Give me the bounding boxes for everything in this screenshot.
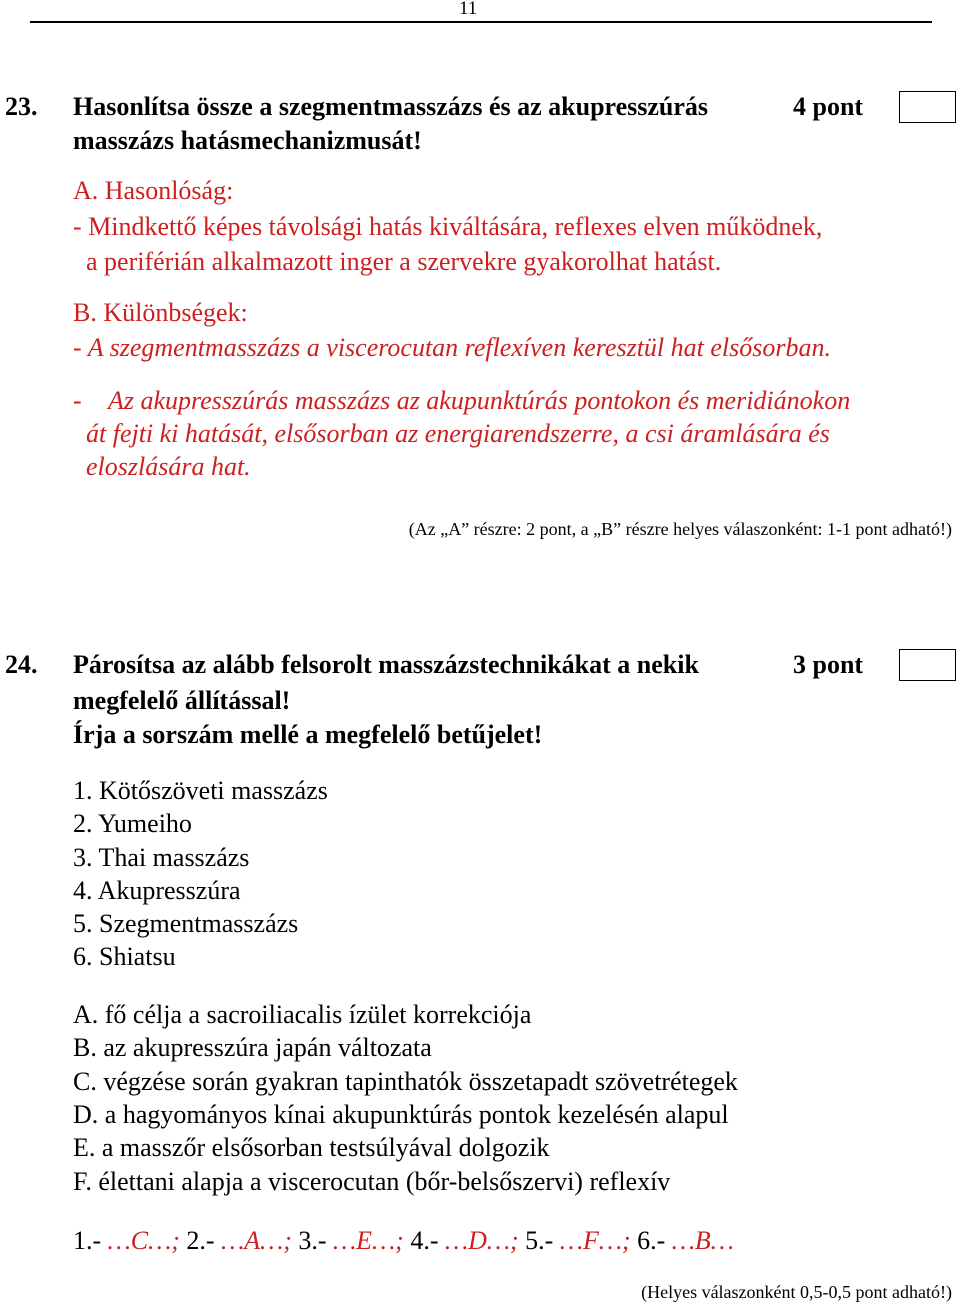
- question-24-title-line2: megfelelő állítással!: [73, 686, 291, 715]
- technique-item: 1. Kötőszöveti masszázs: [73, 776, 328, 805]
- statement-item: E. a masszőr elsősorban testsúlyával dolgozik: [73, 1133, 550, 1162]
- question-24-title-line3: Írja a sorszám mellé a megfelelő betűjelet!: [73, 720, 543, 749]
- statement-item: D. a hagyományos kínai akupunktúrás pontok kezelésén alapul: [73, 1100, 729, 1129]
- technique-item: 6. Shiatsu: [73, 942, 176, 971]
- question-24-score-box[interactable]: [899, 649, 956, 681]
- statement-item: A. fő célja a sacroiliacalis ízület korrekciója: [73, 1000, 532, 1029]
- answer-2-label: 2.-: [186, 1226, 215, 1255]
- statement-item: B. az akupresszúra japán változata: [73, 1033, 432, 1062]
- question-23-points: 4 pont: [793, 92, 864, 121]
- answer-3-label: 3.-: [298, 1226, 327, 1255]
- answer-a-line1: - Mindkettő képes távolsági hatás kiváltására, reflexes elven működnek,: [73, 212, 823, 241]
- answer-5-fill[interactable]: …F…;: [559, 1226, 631, 1255]
- question-23-number: 23.: [5, 92, 38, 121]
- question-24-title-line1: Párosítsa az alább felsorolt masszázstechnikákat a nekik: [73, 650, 699, 679]
- question-23-title-line1: Hasonlítsa össze a szegmentmasszázs és az akupresszúrás: [73, 92, 709, 121]
- page-number: 11: [459, 0, 478, 19]
- answer-4-label: 4.-: [410, 1226, 439, 1255]
- question-24-scoring-note: (Helyes válaszonként 0,5-0,5 pont adható!): [641, 1282, 952, 1302]
- question-24-points: 3 pont: [793, 650, 864, 679]
- question-23-scoring-note: (Az „A” részre: 2 pont, a „B” részre helyes válaszonként: 1-1 pont adható!): [408, 519, 952, 539]
- answer-a-line2: a periférián alkalmazott inger a szervekre gyakorolhat hatást.: [86, 247, 722, 276]
- answer-6-fill[interactable]: …B…: [671, 1226, 734, 1255]
- answer-a-heading: A. Hasonlóság:: [73, 176, 234, 205]
- answer-row: [73, 1226, 734, 1256]
- answer-b-line4: eloszlására hat.: [86, 452, 251, 481]
- answer-5-label: 5.-: [525, 1226, 554, 1255]
- question-23-title-line2: masszázs hatásmechanizmusát!: [73, 126, 422, 155]
- answer-6-label: 6.-: [637, 1226, 666, 1255]
- answer-3-fill[interactable]: …E…;: [333, 1226, 404, 1255]
- statement-item: F. élettani alapja a viscerocutan (bőr-belsőszervi) reflexív: [73, 1167, 671, 1196]
- answer-2-fill[interactable]: …A…;: [221, 1226, 292, 1255]
- answer-b-line1: - A szegmentmasszázs a viscerocutan reflexíven keresztül hat elsősorban.: [73, 333, 831, 362]
- answer-1-fill[interactable]: …C…;: [107, 1226, 180, 1255]
- question-23-score-box[interactable]: [899, 91, 956, 123]
- answer-4-fill[interactable]: …D…;: [445, 1226, 519, 1255]
- answer-b-dash: -: [73, 386, 82, 415]
- answer-1-label: 1.-: [73, 1226, 102, 1255]
- question-24-number: 24.: [5, 650, 38, 679]
- technique-item: 4. Akupresszúra: [73, 876, 241, 905]
- answer-b-line3: át fejti ki hatását, elsősorban az energiarendszerre, a csi áramlására és: [86, 419, 830, 448]
- technique-item: 3. Thai masszázs: [73, 843, 250, 872]
- header-divider: [30, 21, 932, 23]
- statement-item: C. végzése során gyakran tapinthatók összetapadt szövetrétegek: [73, 1067, 738, 1096]
- technique-item: 5. Szegmentmasszázs: [73, 909, 299, 938]
- answer-b-heading: B. Különbségek:: [73, 298, 248, 327]
- answer-b-line2: Az akupresszúrás masszázs az akupunktúrás pontokon és meridiánokon: [108, 386, 851, 415]
- technique-item: 2. Yumeiho: [73, 809, 192, 838]
